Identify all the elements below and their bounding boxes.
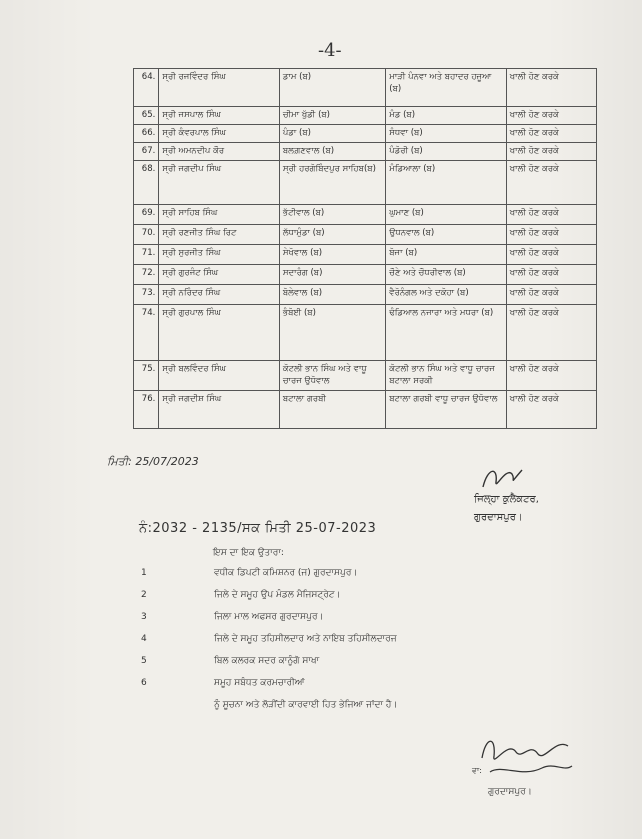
remark: ਖਾਲੀ ਹੋਣ ਕਰਕੇ: [506, 265, 596, 285]
posted-from: ਭੰਬੋਈ (ਬ): [279, 305, 385, 361]
copy-note: ਇਸ ਦਾ ਇਕ ਉਤਾਰਾ:: [213, 548, 284, 558]
list-item: [141, 652, 501, 674]
list-item-number: 3: [141, 612, 147, 622]
list-item-text: ਜਿਲੇ ਦੇ ਸਮੂਹ ਉਪ ਮੰਡਲ ਮੈਜਿਸਟ੍ਰੇਟ।: [214, 590, 341, 600]
list-item: [141, 564, 501, 586]
posted-to: ਪੰਡੋਰੀ (ਬ): [386, 143, 507, 161]
posted-to: ਉਧਨਵਾਲ (ਬ): [386, 225, 507, 245]
transfer-table: [133, 68, 597, 429]
posted-to: ਸੰਧਵਾ (ਬ): [386, 125, 507, 143]
list-item: [141, 630, 501, 652]
table-row: [134, 161, 597, 205]
table-row: [134, 245, 597, 265]
list-item-number: 1: [141, 568, 147, 578]
row-serial: 71.: [134, 245, 159, 265]
remark: ਖਾਲੀ ਹੋਣ ਕਰਕੇ: [506, 285, 596, 305]
table-row: [134, 225, 597, 245]
remark: ਖਾਲੀ ਹੋਣ ਕਰਕੇ: [506, 107, 596, 125]
posted-from: ਪੰਡਾ (ਬ): [279, 125, 385, 143]
posted-from: ਸਦਾਰੰਗ (ਬ): [279, 265, 385, 285]
remark: ਖਾਲੀ ਹੋਣ ਕਰਕੇ: [506, 125, 596, 143]
posted-from: ਭੱਟੀਵਾਲ (ਬ): [279, 205, 385, 225]
table-row: [134, 265, 597, 285]
list-item-number: 5: [141, 656, 147, 666]
employee-name: ਸ੍ਰੀ ਸੁਰਜੀਤ ਸਿੰਘ: [159, 245, 280, 265]
employee-name: ਸ੍ਰੀ ਜਗਦੀਪ ਸਿੰਘ: [159, 161, 280, 205]
table-row: [134, 285, 597, 305]
list-item: [141, 608, 501, 630]
posted-from: ਸ੍ਰੀ ਹਰਗੋਬਿੰਦਪੁਰ ਸਾਹਿਬ(ਬ): [279, 161, 385, 205]
list-item: [141, 674, 501, 696]
posted-to: ਕੋਟਲੀ ਭਾਨ ਸਿੰਘ ਅਤੇ ਵਾਧੂ ਚਾਰਜ ਬਟਾਲਾ ਸਰਕੀ: [386, 361, 507, 391]
row-serial: 68.: [134, 161, 159, 205]
posted-to: ਮੰਡ (ਬ): [386, 107, 507, 125]
posted-to: ਵੈਰੋਨੰਗਲ ਅਤੇ ਦਕੋਹਾ (ਬ): [386, 285, 507, 305]
remark: ਖਾਲੀ ਹੋਣ ਕਰਕੇ: [506, 205, 596, 225]
issuer-place: ਗੁਰਦਾਸਪੁਰ।: [474, 512, 523, 523]
list-item-number: 4: [141, 634, 147, 644]
row-serial: 66.: [134, 125, 159, 143]
signature-label: ਵਾ:: [472, 766, 482, 775]
employee-name: ਸ੍ਰੀ ਅਮਨਦੀਪ ਕੌਰ: [159, 143, 280, 161]
row-serial: 72.: [134, 265, 159, 285]
list-item-text: ਬਿਲ ਕਲਰਕ ਸਦਰ ਕਾਨੂੰਗੋ ਸਾਖਾ: [214, 656, 320, 666]
row-serial: 75.: [134, 361, 159, 391]
row-serial: 65.: [134, 107, 159, 125]
row-serial: 70.: [134, 225, 159, 245]
posted-to: ਮੰਡਿਆਲਾ (ਬ): [386, 161, 507, 205]
employee-name: ਸ੍ਰੀ ਜਗਦੀਸ਼ ਸਿੰਘ: [159, 391, 280, 429]
posted-to: ਢੰਡਿਆਲ ਨਜਾਰਾ ਅਤੇ ਮਧਰਾ (ਬ): [386, 305, 507, 361]
list-item-text: ਵਧੀਕ ਡਿਪਟੀ ਕਮਿਸ਼ਨਰ (ਜ) ਗੁਰਦਾਸਪੁਰ।: [214, 568, 358, 578]
remark: ਖਾਲੀ ਹੋਣ ਕਰਕੇ: [506, 391, 596, 429]
posted-from: ਚੀਮਾ ਖੁੱਡੀ (ਬ): [279, 107, 385, 125]
employee-name: ਸ੍ਰੀ ਕੰਵਰਪਾਲ ਸਿੰਘ: [159, 125, 280, 143]
employee-name: ਸ੍ਰੀ ਰਜਵਿੰਦਰ ਸਿੰਘ: [159, 69, 280, 107]
list-item-number: 2: [141, 590, 147, 600]
list-item-text: ਜਿਲੇ ਦੇ ਸਮੂਹ ਤਹਿਸੀਲਦਾਰ ਅਤੇ ਨਾਇਬ ਤਹਿਸੀਲਦਾਰਜ: [214, 634, 397, 644]
issuer-title: ਜਿਲ੍ਹਾ ਕੁਲੈਕਟਰ,: [474, 494, 539, 505]
distribution-list: [141, 564, 501, 696]
employee-name: ਸ੍ਰੀ ਬਲਵਿੰਦਰ ਸਿੰਘ: [159, 361, 280, 391]
employee-name: ਸ੍ਰੀ ਜਸਪਾਲ ਸਿੰਘ: [159, 107, 280, 125]
posted-to: ਚੌਣੇ ਅਤੇ ਚੌਧਰੀਵਾਲ (ਬ): [386, 265, 507, 285]
employee-name: ਸ੍ਰੀ ਗੁਰਜੰਟ ਸਿੰਘ: [159, 265, 280, 285]
posted-to: ਘੁਮਾਣ (ਬ): [386, 205, 507, 225]
posted-from: ਸੇਖੋਵਾਲ (ਬ): [279, 245, 385, 265]
employee-name: ਸ੍ਰੀ ਨਰਿੰਦਰ ਸਿੰਘ: [159, 285, 280, 305]
table-row: [134, 69, 597, 107]
row-serial: 76.: [134, 391, 159, 429]
reference-number: ਨੰ:2032 - 2135/ਸਕ ਮਿਤੀ 25-07-2023: [139, 521, 377, 536]
posted-from: ਡਾਮ (ਬ): [279, 69, 385, 107]
table-row: [134, 125, 597, 143]
issue-date: ਮਿਤੀ: 25/07/2023: [107, 455, 199, 468]
issuer-block: [474, 491, 539, 527]
posted-to: ਬਟਾਲਾ ਗਰਬੀ ਵਾਧੂ ਚਾਰਜ ਉਧੋਵਾਲ: [386, 391, 507, 429]
row-serial: 73.: [134, 285, 159, 305]
posted-from: ਬਟਾਲਾ ਗਰਬੀ: [279, 391, 385, 429]
remark: ਖਾਲੀ ਹੋਣ ਕਰਕੇ: [506, 361, 596, 391]
list-item-number: 6: [141, 678, 147, 688]
employee-name: ਸ੍ਰੀ ਸਾਹਿਬ ਸਿੰਘ: [159, 205, 280, 225]
table-row: [134, 143, 597, 161]
table-row: [134, 391, 597, 429]
posted-from: ਬੋਲੇਵਾਲ (ਬ): [279, 285, 385, 305]
posted-to: ਮਾੜੀ ਪੰਨਵਾ ਅਤੇ ਬਹਾਦਰ ਹਜੂਆ (ਬ): [386, 69, 507, 107]
signature-place: ਗੁਰਦਾਸਪੁਰ।: [488, 787, 532, 797]
remark: ਖਾਲੀ ਹੋਣ ਕਰਕੇ: [506, 143, 596, 161]
posted-from: ਬਲਗ਼ਣਵਾਲ (ਬ): [279, 143, 385, 161]
table-row: [134, 107, 597, 125]
remark: ਖਾਲੀ ਹੋਣ ਕਰਕੇ: [506, 69, 596, 107]
table-row: [134, 305, 597, 361]
remark: ਖਾਲੀ ਹੋਣ ਕਰਕੇ: [506, 161, 596, 205]
row-serial: 67.: [134, 143, 159, 161]
transfer-table-body: [134, 69, 597, 429]
remark: ਖਾਲੀ ਹੋਣ ਕਰਕੇ: [506, 245, 596, 265]
posted-to: ਬੋਜਾ (ਬ): [386, 245, 507, 265]
remark: ਖਾਲੀ ਹੋਣ ਕਰਕੇ: [506, 305, 596, 361]
page-number: -4-: [318, 40, 342, 61]
row-serial: 74.: [134, 305, 159, 361]
closing-note: ਨੂੰ ਸੂਚਨਾ ਅਤੇ ਲੋੜੀਂਦੀ ਕਾਰਵਾਈ ਹਿਤ ਭੇਜਿਆ ਜਾਂਦਾ ਹੈ।: [214, 700, 398, 710]
posted-from: ਲੱਧਾਮੁੰਡਾ (ਬ): [279, 225, 385, 245]
list-item-text: ਸਮੂਹ ਸਬੰਧਤ ਕਰਮਚਾਰੀਆਂ: [214, 678, 305, 688]
posted-from: ਕੋਟਲੀ ਭਾਨ ਸਿੰਘ ਅਤੇ ਵਾਧੂ ਚਾਰਜ ਉਧੋਵਾਲ: [279, 361, 385, 391]
table-row: [134, 205, 597, 225]
row-serial: 69.: [134, 205, 159, 225]
signature-mark-icon: [478, 462, 528, 492]
employee-name: ਸ੍ਰੀ ਰਣਜੀਤ ਸਿੰਘ ਰਿਟ: [159, 225, 280, 245]
list-item-text: ਜਿਲਾ ਮਾਲ ਅਫਸਰ ਗੁਰਦਾਸਪੁਰ।: [214, 612, 324, 622]
list-item: [141, 586, 501, 608]
remark: ਖਾਲੀ ਹੋਣ ਕਰਕੇ: [506, 225, 596, 245]
table-row: [134, 361, 597, 391]
row-serial: 64.: [134, 69, 159, 107]
employee-name: ਸ੍ਰੀ ਗੁਰਪਾਲ ਸਿੰਘ: [159, 305, 280, 361]
